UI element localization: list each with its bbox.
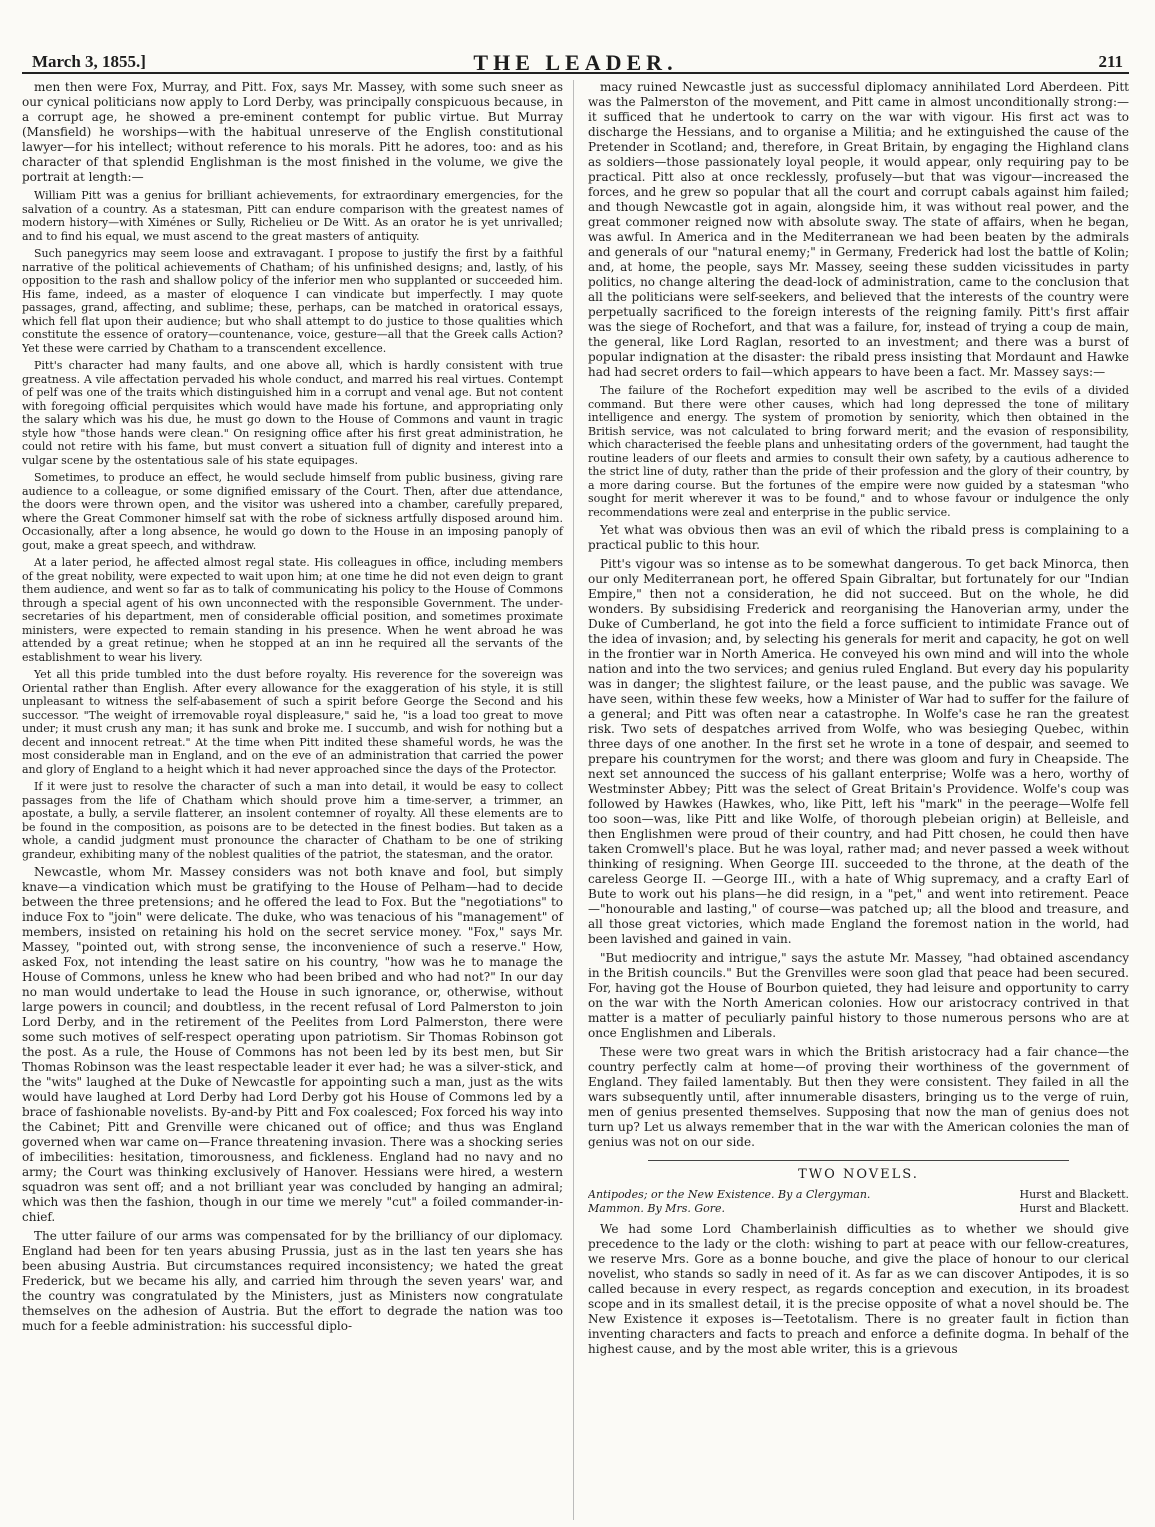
review-paragraph: We had some Lord Chamberlainish difficulties as to whether we should give precedence to the lady or the cloth: wishing to part at peace with our fellow-creatures, we reserve Mrs. Gore as a bonne bouche, and give the place of honour to our clerical novelist, who stands so sadly in need of it. As far as we can discover Antipodes, it is so called because in every respect, as regards conception and execution, in its broadest scope and in its smallest detail, it is the precise opposite of what a novel should be. The New Existence it exposes is—Teetotalism. There is no greater fault in fiction than inventing characters and facts to preach and enforce a definite dogma. In behalf of the highest cause, and by the most able writer, this is a grievous: [588, 1222, 1129, 1356]
quoted-paragraph: Pitt's character had many faults, and one above all, which is hardly consistent with true greatness. A vile affectation pervaded his whole conduct, and marred his real virtues. Contempt of pelf was one of the traits which distinguished him in a corrupt and venal age. But not content with foregoing official perquisites which would have made his fortune, and appropriating only the salary which was his due, he must go down to the House of Commons and vaunt in tragic style how "those hands were clean." On resigning office after his first great administration, he could not retire with his fame, but must convert a situation full of dignity and interest into a vulgar scene by the ostentatious sale of his state equipages.: [22, 359, 563, 467]
quoted-paragraph: Yet all this pride tumbled into the dust before royalty. His reverence for the sovereign was Oriental rather than English. After every allowance for the exaggeration of his style, it is still unpleasant to witness the self-abasement of such a spirit before George the Second and his successor. "The weight of irremovable royal displeasure," said he, "is a load too great to move under; it must crush any man; it has sunk and broke me. I succumb, and wish for nothing but a decent and innocent retreat." At the time when Pitt indited these shameful words, he was the most considerable man in England, and on the eve of an administration that carried the power and glory of England to a height which it had never approached since the days of the Protector.: [22, 668, 563, 776]
book-entry: [588, 1202, 1129, 1216]
masthead: [22, 0, 1129, 74]
page-number: 211: [1098, 52, 1123, 71]
quoted-paragraph: If it were just to resolve the character of such a man into detail, it would be easy to collect passages from the life of Chatham which should prove him a time-server, a trimmer, an apostate, a bully, a servile flatterer, an insolent contemner of royalty. All these elements are to be found in the composition, as poisons are to be detected in the finest bodies. But taken as a whole, a candid judgment must pronounce the character of Chatham to be one of striking grandeur, exhibiting many of the noblest qualities of the patriot, the statesman, and the orator.: [22, 780, 563, 861]
quoted-paragraph: Such panegyrics may seem loose and extravagant. I propose to justify the first by a faithful narrative of the political achievements of Chatham; of his unfinished designs; and, lastly, of his opposition to the rash and shallow policy of the inferior men who supplanted or succeeded him. His fame, indeed, as a master of eloquence I can vindicate but imperfectly. I may quote passages, grand, affecting, and sublime; these, perhaps, can be matched in oratorical essays, which fell flat upon their audience; but who shall attempt to do justice to those qualities which constitute the essence of oratory—countenance, voice, gesture—all that the Greek calls Action? Yet these were carried by Chatham to a transcendent excellence.: [22, 247, 563, 355]
book-title: Mammon. By Mrs. Gore.: [588, 1202, 726, 1215]
book-publisher: Hurst and Blackett.: [1019, 1188, 1129, 1201]
section-divider: [648, 1160, 1069, 1161]
review-body: [588, 1222, 1129, 1357]
columns: [22, 80, 1129, 1520]
quoted-paragraph: Sometimes, to produce an effect, he would seclude himself from public business, giving rare audience to a colleague, or some dignified emissary of the Court. Then, after due attendance, the doors were thrown open, and the visitor was ushered into a chamber, carefully prepared, where the Great Commoner himself sat with the robe of sickness artfully disposed around him. Occasionally, after a long absence, he would go down to the House in an imposing panoply of gout, make a great speech, and withdraw.: [22, 471, 563, 552]
book-entry: [588, 1188, 1129, 1202]
column-right-body: [588, 80, 1129, 1150]
body-paragraph: macy ruined Newcastle just as successful diplomacy annihilated Lord Aberdeen. Pitt was the Palmerston of the movement, and Pitt came in almost unconditionally strong:—it sufficed that he undertook to carry on the war with vigour. His first act was to discharge the Hessians, and to organise a Militia; and he extinguished the cause of the Pretender in Scotland; and, therefore, in Great Britain, by engaging the Highland clans as soldiers—those passionately loyal people, it would appear, only requiring pay to be practical. Pitt also at once recklessly, profusely—but that was vigour—increased the forces, and he grew so popular that all the court and corrupt cabals against him failed; and though Newcastle got in again, alongside him, it was without real power, and the great commoner reigned now with absolute sway. The state of affairs, when he began, was awful. In America and in the Mediterranean we had been beaten by the admirals and generals of our "natural enemy;" in Germany, Frederick had lost the battle of Kolin; and, at home, the people, says Mr. Massey, seeing these sudden vicissitudes in party politics, no change altering the dead-lock of administration, came to the conclusion that all the politicians were self-seekers, and believed that the interests of the country were perpetually sacrificed to the foreign interests of the reigning family. Pitt's first affair was the siege of Rochefort, and that was a failure, for, instead of trying a coup de main, the general, like Lord Raglan, resorted to an investment; and there was a burst of popular indignation at the disaster: the ribald press insisting that Mordaunt and Hawke had had secret orders to fail—which appears to have been a fact. Mr. Massey says:—: [588, 80, 1129, 379]
quoted-paragraph: The failure of the Rochefort expedition may well be ascribed to the evils of a divided command. But there were other causes, which had long depressed the tone of military intelligence and energy. The system of promotion by seniority, which then obtained in the British service, was not calculated to bring forward merit; and the evasion of responsibility, which characterised the feeble plans and unhesitating orders of the government, had taught the routine leaders of our fleets and armies to consult their own safety, by a cautious adherence to the strict line of duty, rather than the pride of their profession and the glory of their country, by a more daring course. But the fortunes of the empire were now guided by a statesman "who sought for merit wherever it was to be found," and to whose favour or indulgence the only recommendations were zeal and enterprise in the public service.: [588, 384, 1129, 519]
column-left: [22, 80, 574, 1520]
book-title: Antipodes; or the New Existence. By a Clergyman.: [588, 1188, 871, 1201]
body-paragraph: Yet what was obvious then was an evil of which the ribald press is complaining to a practical public to this hour.: [588, 523, 1129, 552]
book-publisher: Hurst and Blackett.: [1019, 1202, 1129, 1215]
issue-date: March 3, 1855.]: [32, 52, 146, 71]
body-paragraph: men then were Fox, Murray, and Pitt. Fox, says Mr. Massey, with some such sneer as our cynical politicians now apply to Lord Derby, was principally conspicuous because, in a corrupt age, he showed a pre-eminent contempt for public virtue. But Murray (Mansfield) he worships—with the habitual unreserve of the English constitutional lawyer—for his intellect; without reference to his morals. Pitt he adores, too: and as his character of that splendid Englishman is the most finished in the volume, we give the portrait at length:—: [22, 80, 563, 184]
body-paragraph: Newcastle, whom Mr. Massey considers was not both knave and fool, but simply knave—a vindication which must be gratifying to the House of Pelham—had to decide between the three pretensions; and he offered the lead to Fox. But the "negotiations" to induce Fox to "join" were delicate. The duke, who was tenacious of his "management" of members, insisted on retaining his hold on the secret service money. "Fox," says Mr. Massey, "pointed out, with strong sense, the inconvenience of such a reserve." How, asked Fox, not intending the least satire on his country, "how was he to manage the House of Commons, unless he knew who had been bribed and who had not?" In our day no man would undertake to lead the House in such ignorance, or, otherwise, without large powers in council; and doubtless, in the recent refusal of Lord Palmerston to join Lord Derby, and in the retirement of the Peelites from Lord Palmerston, there were some such motives of self-respect operating upon patriotism. Sir Thomas Robinson got the post. As a rule, the House of Commons has not been led by its best men, but Sir Thomas Robinson was the least respectable leader it ever had; he was a silver-stick, and the "wits" laughed at the Duke of Newcastle for appointing such a man, just as the wits would have laughed at Lord Derby had Lord Derby got his House of Commons led by a brace of fashionable novelists. By-and-by Pitt and Fox coalesced; Fox forced his way into the Cabinet; Pitt and Grenville were chicaned out of office; and thus was England governed when war came on—France threatening invasion. There was a shocking series of imbecilities: hesitation, timorousness, and fickleness. England had no navy and no army; the Court was thinking exclusively of Hanover. Hessians were hired, a western squadron was sent off; and a not brilliant year was concluded by hanging an admiral; which was then the fashion, though in our time we merely "cut" a foiled commander-in-chief.: [22, 865, 563, 1224]
body-paragraph: The utter failure of our arms was compensated for by the brilliancy of our diplomacy. England had been for ten years abusing Prussia, just as in the last ten years she has been abusing Austria. But circumstances required inconsistency; we hated the great Frederick, but we became his ally, and carried him through the seven years' war, and the country was congratulated by the Ministers, just as Ministers now congratulate themselves on the adhesion of Austria. But the effort to degrade the nation was too much for a feeble administration: his successful diplo-: [22, 1229, 563, 1333]
newspaper-title: THE LEADER.: [473, 50, 678, 75]
body-paragraph: Pitt's vigour was so intense as to be somewhat dangerous. To get back Minorca, then our only Mediterranean port, he offered Spain Gibraltar, but fortunately for our "Indian Empire," then not a consideration, he did not succeed. But on the whole, he did wonders. By subsidising Frederick and reorganising the Hanoverian army, under the Duke of Cumberland, he got into the field a force sufficient to intimidate France out of the idea of invasion; and, by selecting his generals for merit and capacity, he got on well in the frontier war in North America. He conveyed his own mind and will into the whole nation and into the two services; and genius ruled England. But every day his popularity was in danger; the slightest failure, or the least pause, and the public was savage. We have seen, within these few weeks, how a Minister of War had to suffer for the failure of a general; and Pitt was often near a catastrophe. In Wolfe's case he ran the greatest risk. Two sets of despatches arrived from Wolfe, who was besieging Quebec, within three days of one another. In the first set he wrote in a tone of despair, and seemed to prepare his countrymen for the worst; and there was gloom and fury in Cheapside. The next set announced the success of his gallant enterprise; Wolfe was a hero, worthy of Westminster Abbey; Pitt was the select of Great Britain's Providence. Wolfe's coup was followed by Hawkes (Hawkes, who, like Pitt, left his "mark" in the peerage—Wolfe fell too soon—was, like Pitt and like Wolfe, of thorough plebeian origin) at Belleisle, and then Englishmen were proud of their country, and had Pitt chosen, he could then have taken Cromwell's place. But he was loyal, rather mad; and never passed a week without thinking of resigning. When George III. succeeded to the throne, at the death of the careless George II. —George III., with a hate of Whig supremacy, and a crafty Earl of Bute to work out his plans—he did resign, in a "pet," and went into retirement. Peace—"honourable and lasting," of course—was patched up; all the blood and treasure, and all those great victories, which made England the foremost nation in the world, had been lavished and gained in vain.: [588, 557, 1129, 946]
column-right: [588, 80, 1129, 1520]
quoted-paragraph: At a later period, he affected almost regal state. His colleagues in office, including members of the great nobility, were expected to wait upon him; at one time he did not even deign to grant them audience, and went so far as to talk of communicating his policy to the House of Commons through a special agent of his own unconnected with the responsible Government. The under-secretaries of his department, men of considerable official position, and sometimes proximate ministers, were expected to remain standing in his presence. When he went abroad he was attended by a great retinue; when he stopped at an inn he required all the servants of the establishment to wear his livery.: [22, 556, 563, 664]
review-heading: TWO NOVELS.: [798, 1167, 919, 1182]
body-paragraph: "But mediocrity and intrigue," says the astute Mr. Massey, "had obtained ascendancy in the British councils." But the Grenvilles were soon glad that peace had been secured. For, having got the House of Bourbon quieted, they had leisure and opportunity to carry on the war with the North American colonies. How our aristocracy contrived in that matter is a matter of peculiarly painful history to those numerous persons who are at once Englishmen and Liberals.: [588, 951, 1129, 1040]
book-list: [588, 1188, 1129, 1216]
quoted-paragraph: William Pitt was a genius for brilliant achievements, for extraordinary emergencies, for the salvation of a country. As a statesman, Pitt can endure comparison with the greatest names of modern history—with Ximénes or Sully, Richelieu or De Witt. As an orator he is yet unrivalled; and to find his equal, we must ascend to the great masters of antiquity.: [22, 189, 563, 243]
body-paragraph: These were two great wars in which the British aristocracy had a fair chance—the country perfectly calm at home—of proving their worthiness of the government of England. They failed lamentably. But then they were consistent. They failed in all the wars subsequently until, after innumerable disasters, bringing us to the verge of ruin, men of genius presented themselves. Supposing that now the man of genius does not turn up? Let us always remember that in the war with the American colonies the man of genius was not on our side.: [588, 1045, 1129, 1149]
